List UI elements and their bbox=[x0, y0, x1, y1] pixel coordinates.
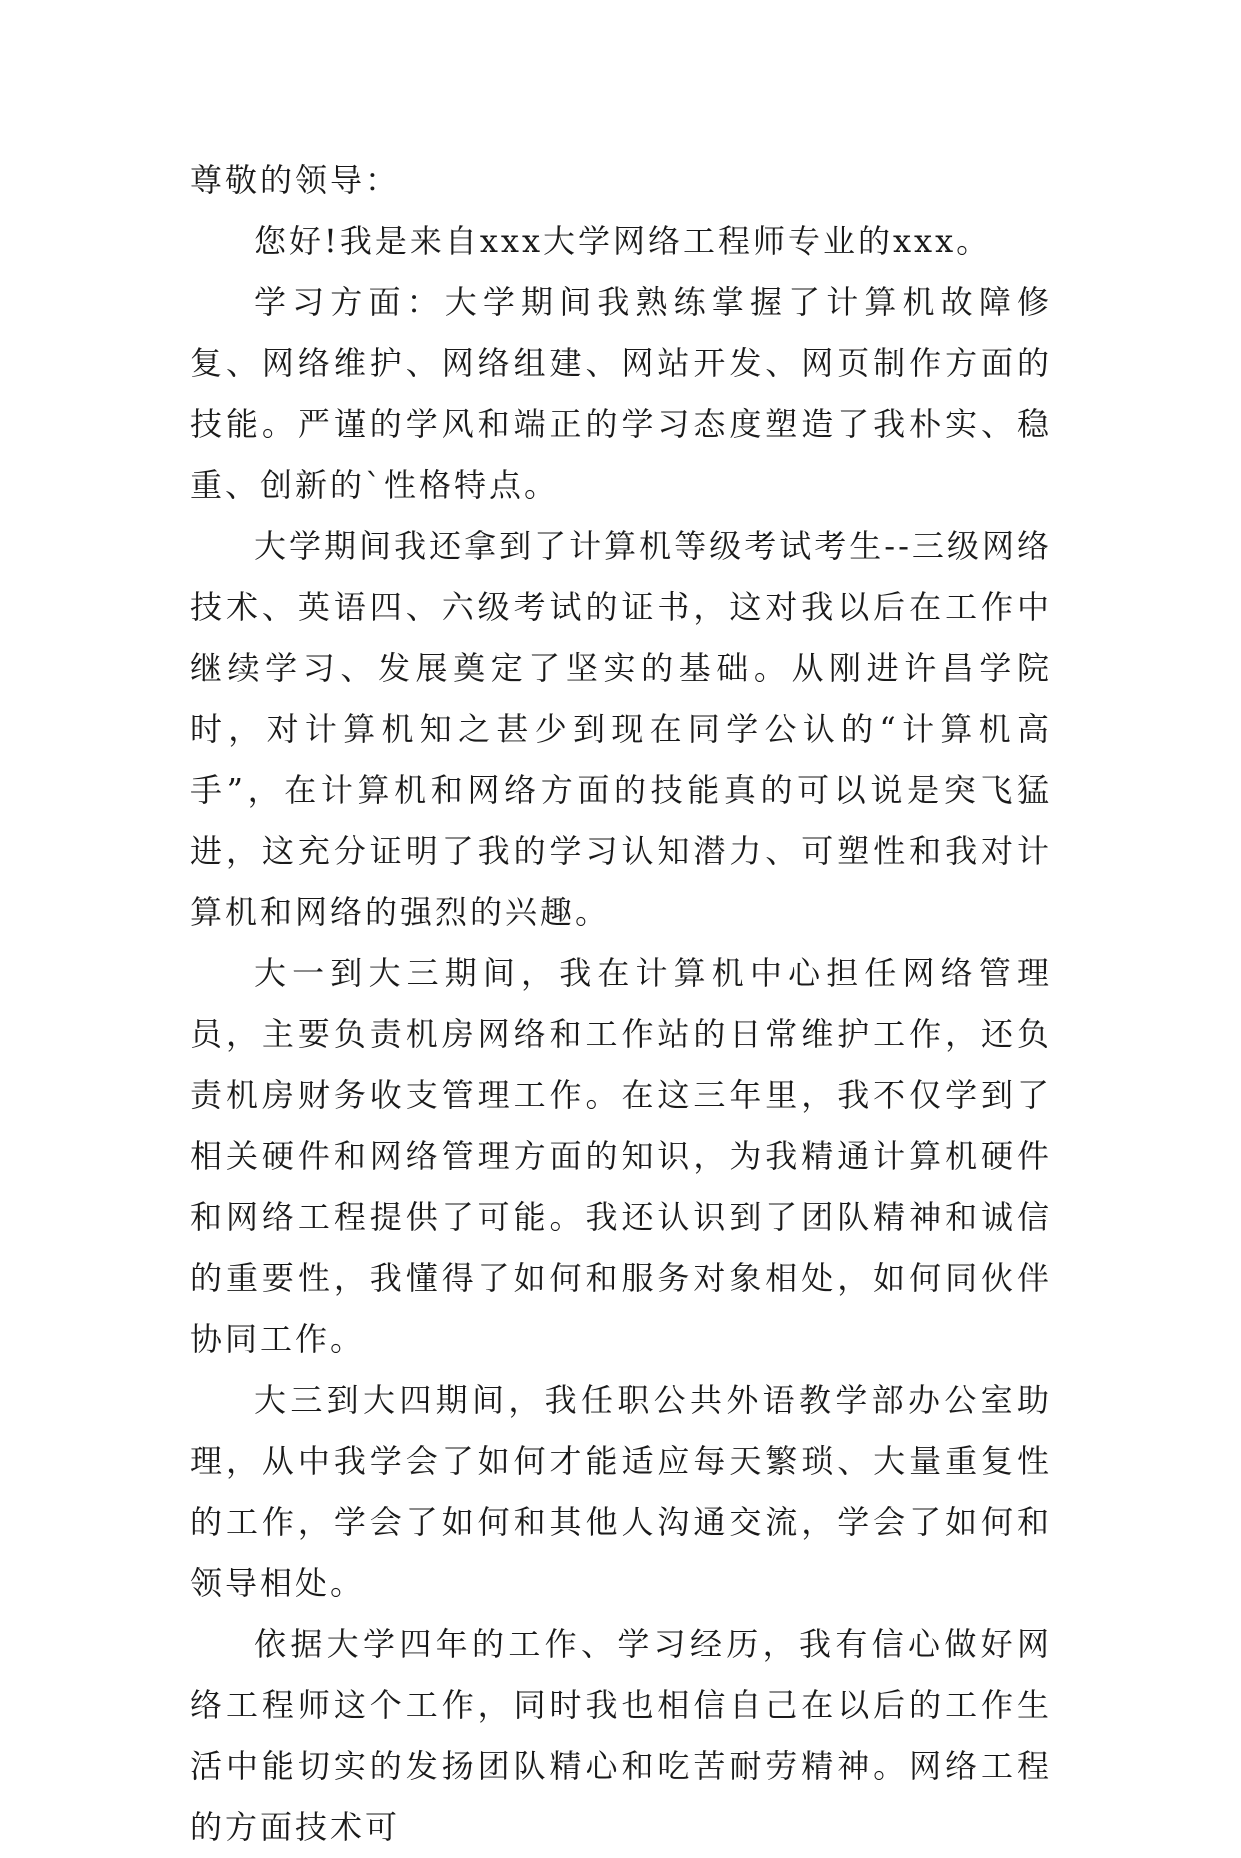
salutation: 尊敬的领导： bbox=[190, 161, 401, 199]
paragraph-office-assistant: 大三到大四期间，我任职公共外语教学部办公室助理，从中我学会了如何才能适应每天繁琐、大量重复性的工作，学会了如何和其他人沟通交流，学会了如何和领导相处。 bbox=[190, 1381, 1052, 1602]
paragraph-network-admin: 大一到大三期间，我在计算机中心担任网络管理员，主要负责机房网络和工作站的日常维护工作，还负责机房财务收支管理工作。在这三年里，我不仅学到了相关硬件和网络管理方面的知识，为我精通计算机硬件和网络工程提供了可能。我还认识到了团队精神和诚信的重要性，我懂得了如何和服务对象相处，如何同伙伴协同工作。 bbox=[190, 954, 1052, 1358]
paragraph-greeting: 您好!我是来自xxx大学网络工程师专业的xxx。 bbox=[254, 222, 992, 260]
paragraph-study: 学习方面：大学期间我熟练掌握了计算机故障修复、网络维护、网络组建、网站开发、网页制作方面的技能。严谨的学风和端正的学习态度塑造了我朴实、稳重、创新的`性格特点。 bbox=[190, 283, 1052, 504]
letter-body bbox=[190, 150, 1052, 1858]
paragraph-certificates: 大学期间我还拿到了计算机等级考试考生--三级网络技术、英语四、六级考试的证书，这对我以后在工作中继续学习、发展奠定了坚实的基础。从刚进许昌学院时，对计算机知之甚少到现在同学公认的“计算机高手”，在计算机和网络方面的技能真的可以说是突飞猛进，这充分证明了我的学习认知潜力、可塑性和我对计算机和网络的强烈的兴趣。 bbox=[190, 527, 1052, 931]
paragraph-confidence: 依据大学四年的工作、学习经历，我有信心做好网络工程师这个工作，同时我也相信自己在以后的工作生活中能切实的发扬团队精心和吃苦耐劳精神。网络工程的方面技术可 bbox=[190, 1625, 1052, 1846]
